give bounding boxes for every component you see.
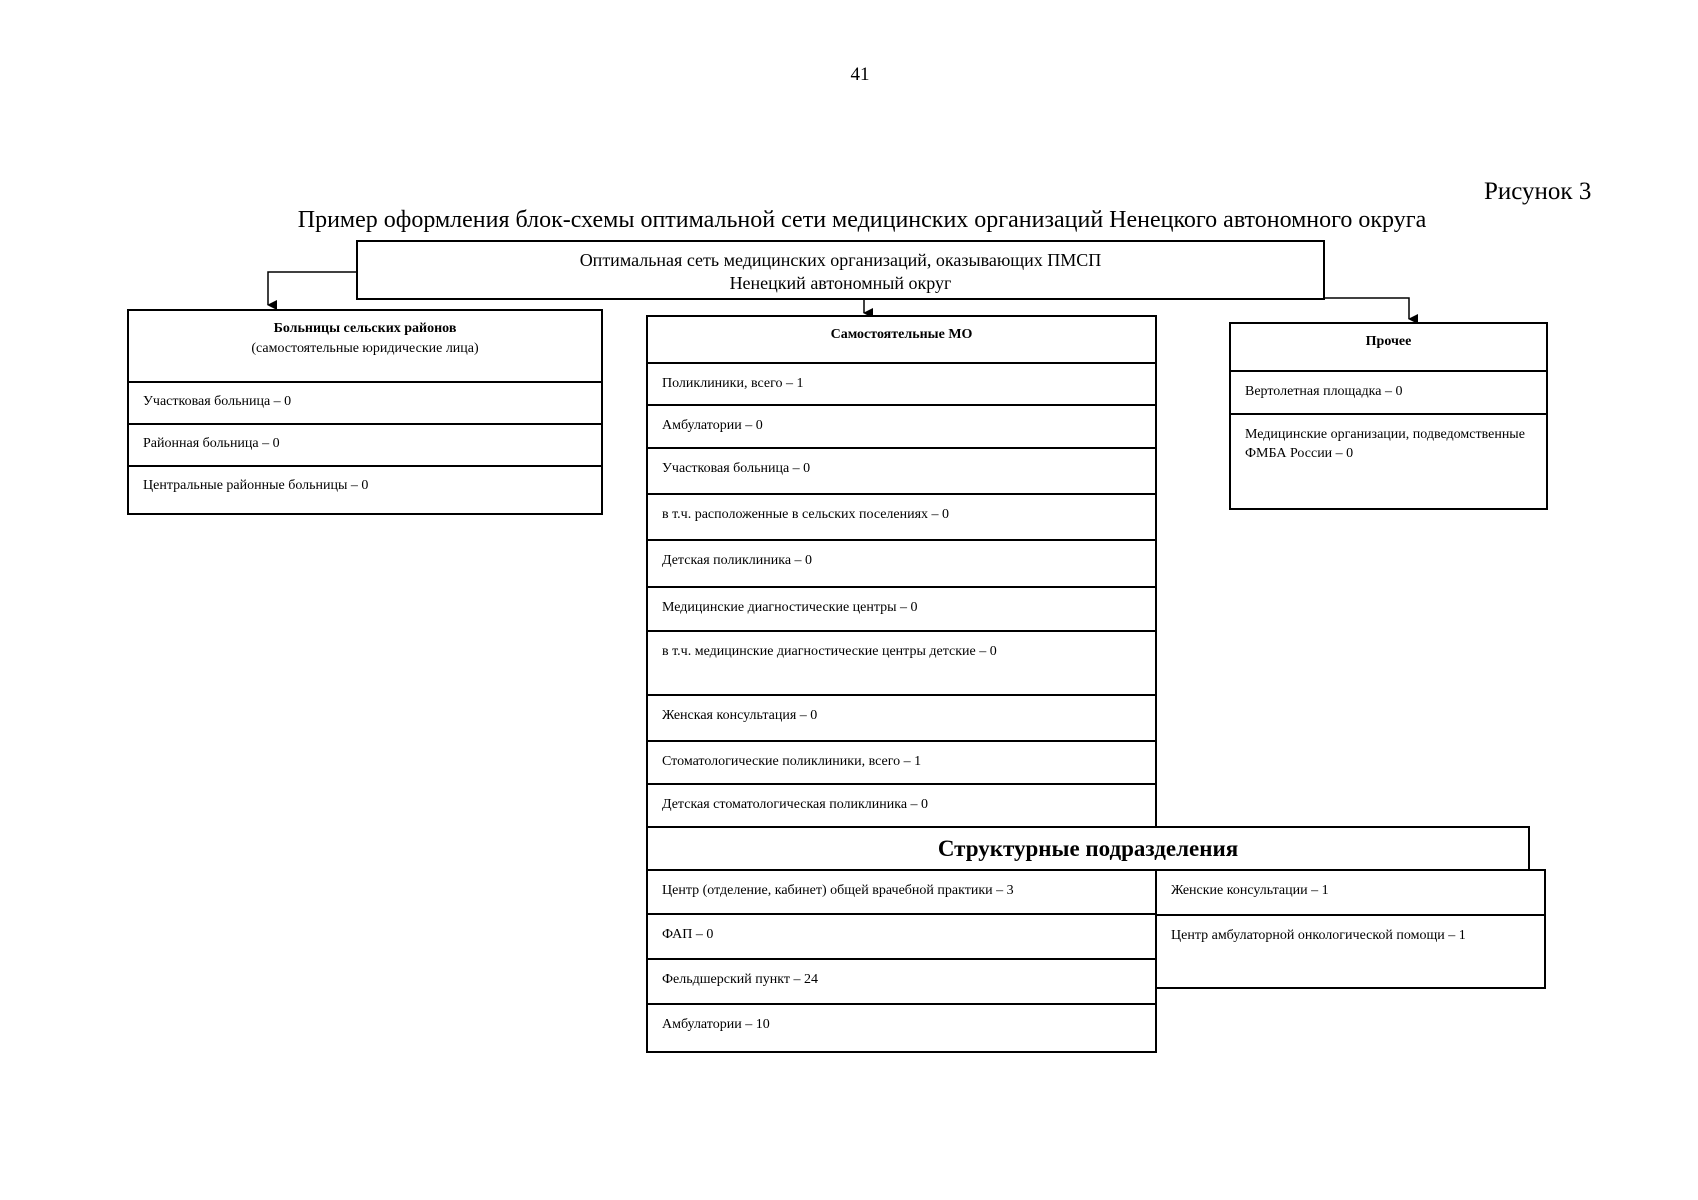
rural-hospitals-subtitle: (самостоятельные юридические лица)	[251, 341, 479, 356]
other-header	[1231, 324, 1546, 372]
root-box	[356, 240, 1325, 300]
figure-title: Пример оформления блок-схемы оптимальной сети медицинских организаций Ненецкого автономного округа	[297, 207, 1427, 233]
list-item: Центр (отделение, кабинет) общей врачебной практики – 3	[648, 871, 1155, 915]
list-item: Женская консультация – 0	[648, 696, 1155, 742]
page-number: 41	[850, 64, 870, 85]
list-item: Детская поликлиника – 0	[648, 541, 1155, 588]
root-line-2: Ненецкий автономный округ	[729, 273, 952, 293]
list-item: Центральные районные больницы – 0	[143, 478, 369, 493]
list-item: Фельдшерский пункт – 24	[648, 960, 1155, 1005]
connector-root-to-left	[268, 272, 356, 305]
rural-hospitals-header	[129, 311, 601, 383]
structural-units-title: Структурные подразделения	[646, 826, 1530, 871]
other-title: Прочее	[1365, 334, 1412, 349]
figure-label: Рисунок 3	[1484, 178, 1592, 205]
list-item: Детская стоматологическая поликлиника – 0	[662, 797, 929, 812]
list-item: Участковая больница – 0	[648, 449, 1155, 495]
structural-units-left	[646, 869, 1157, 1053]
list-item: Амбулатории – 10	[662, 1017, 770, 1032]
list-item: в т.ч. расположенные в сельских поселениях – 0	[648, 495, 1155, 541]
list-item: Медицинские диагностические центры – 0	[648, 588, 1155, 632]
independent-mo-block	[646, 315, 1157, 829]
list-item: в т.ч. медицинские диагностические центры детские – 0	[648, 632, 1155, 696]
connector-root-to-right	[1325, 298, 1409, 319]
independent-mo-title: Самостоятельные МО	[830, 327, 973, 342]
rural-hospitals-title: Больницы сельских районов	[273, 321, 457, 336]
list-item: Участковая больница – 0	[129, 383, 601, 425]
root-line-1: Оптимальная сеть медицинских организаций, оказывающих ПМСП	[579, 250, 1102, 270]
list-item: Вертолетная площадка – 0	[1231, 372, 1546, 415]
list-item: Районная больница – 0	[129, 425, 601, 467]
list-item: Медицинские организации, подведомственные ФМБА России – 0	[1245, 427, 1525, 461]
list-item: ФАП – 0	[648, 915, 1155, 960]
structural-units-right	[1155, 869, 1546, 989]
rural-hospitals-block	[127, 309, 603, 515]
list-item: Женские консультации – 1	[1157, 871, 1544, 916]
independent-mo-header	[648, 317, 1155, 364]
list-item: Стоматологические поликлиники, всего – 1	[648, 742, 1155, 785]
other-block	[1229, 322, 1548, 510]
list-item: Центр амбулаторной онкологической помощи – 1	[1171, 928, 1466, 943]
list-item: Поликлиники, всего – 1	[648, 364, 1155, 406]
list-item: Амбулатории – 0	[648, 406, 1155, 449]
